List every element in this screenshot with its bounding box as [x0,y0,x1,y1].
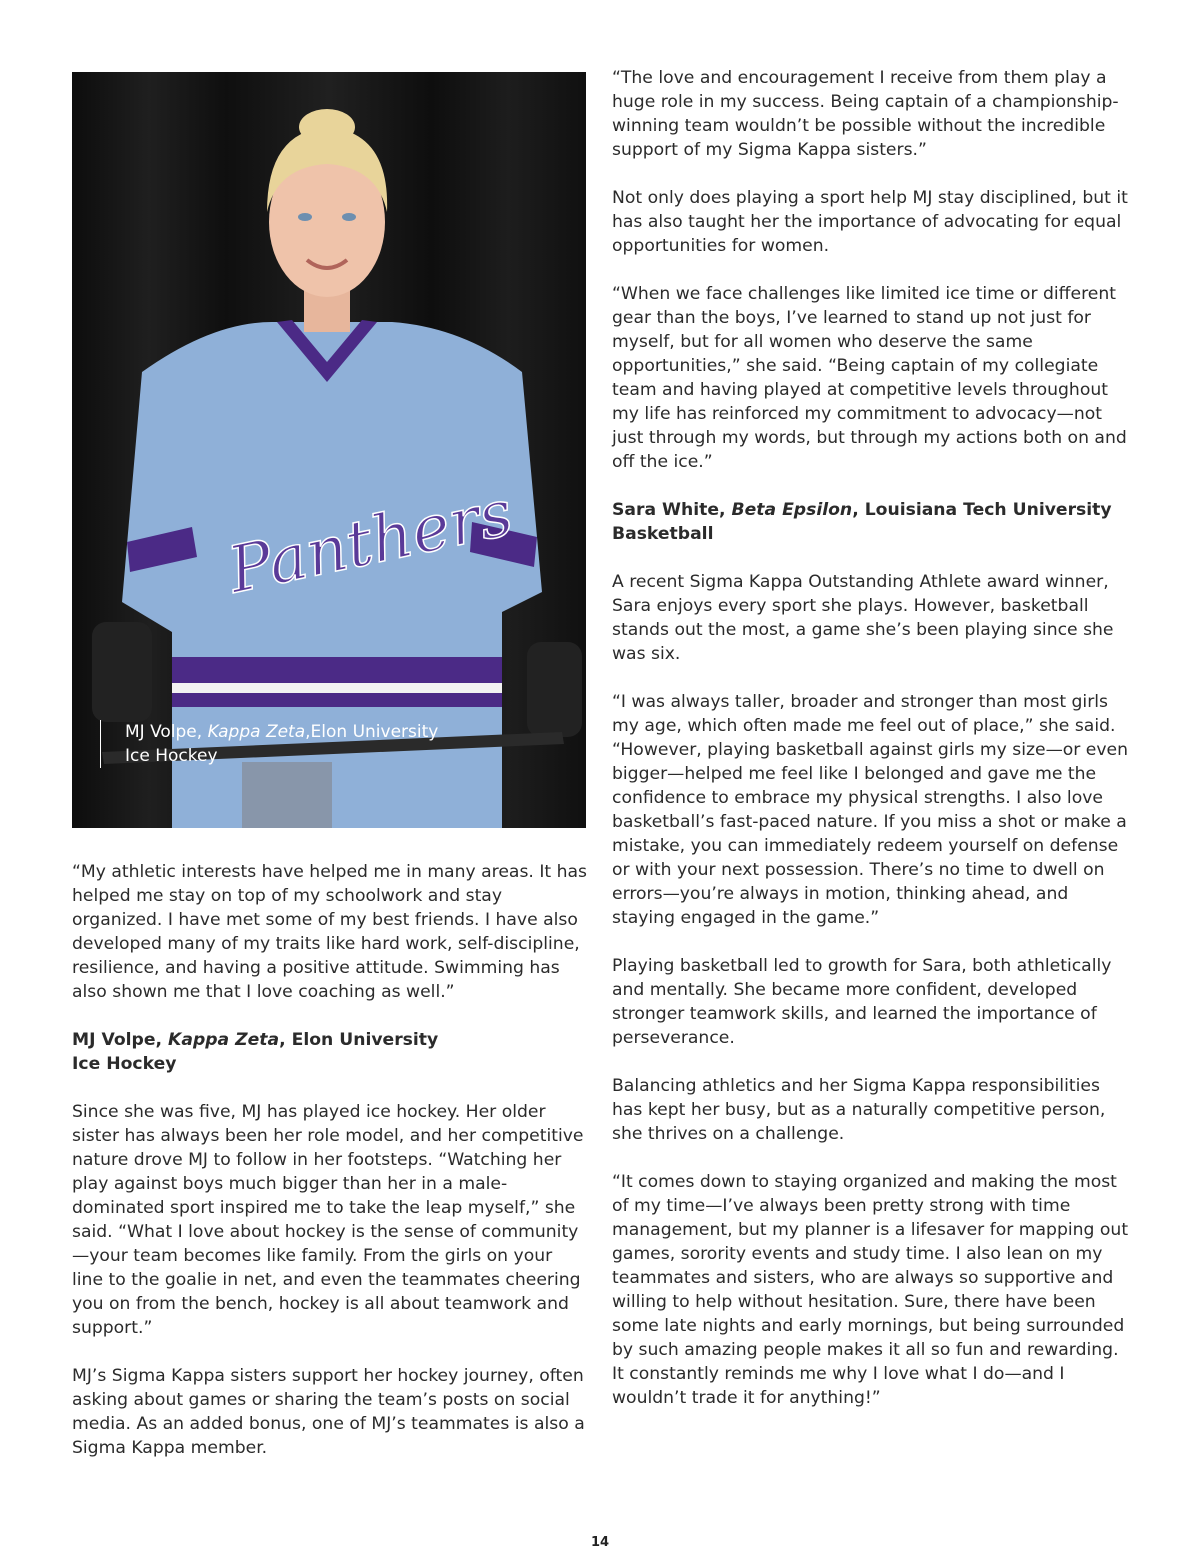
hair-bun [299,109,355,145]
heading-name: Sara White, [612,500,732,520]
heading-school: , Louisiana Tech University [852,500,1112,520]
athlete-photo [72,72,586,828]
paragraph: Balancing athletics and her Sigma Kappa responsibilities has kept her busy, but as a naturally competitive person, she thrives on a challenge. [612,1076,1106,1144]
paragraph: A recent Sigma Kappa Outstanding Athlete award winner, Sara enjoys every sport she plays. However, basketball stands out the most, a game she’s been playing since she was six. [612,572,1114,664]
hem-stripe [172,657,502,683]
caption-name: MJ Volpe, [125,722,208,742]
mj-intro-quote: “My athletic interests have helped me in many areas. It has helped me stay on top of my schoolwork and stay organized. I have met some of my best friends. I have also developed many of my traits like hard work, self-discipline, resilience, and having a positive attitude. Swimming has also shown me that I love coaching as well.” [72,862,587,1002]
paragraph: Not only does playing a sport help MJ stay disciplined, but it has also taught her the importance of advocating for equal opportunities for women. [612,188,1128,256]
heading-chapter: Beta Epsilon [731,500,853,520]
left-column [72,860,588,1484]
hem-stripe-white [172,683,502,693]
paragraph: “The love and encouragement I receive from them play a huge role in my success. Being captain of a championship-winning team wouldn’t be possible without the incredible support of my Sigma Kappa sisters.” [612,68,1119,160]
caption-school: ,Elon University [305,722,439,742]
heading-sport: Ice Hockey [72,1054,177,1074]
jersey-script: Panthers [222,476,520,609]
hem-stripe-2 [172,693,502,707]
paragraph: Since she was five, MJ has played ice hockey. Her older sister has always been her role model, and her competitive nature drove MJ to follow in her footsteps. “Watching her play against boys much bigger than her in a male-dominated sport inspired me to take the leap myself,” she said. “What I love about hockey is the sense of community—your team becomes like family. From the girls on your line to the goalie in net, and even the teammates cheering you on from the bench, hockey is all about teamwork and support.” [72,1102,584,1338]
section-heading-sara [612,498,1132,546]
glove-right [527,642,582,737]
heading-sport: Basketball [612,524,714,544]
caption-sport: Ice Hockey [125,746,218,766]
paragraph: MJ’s Sigma Kappa sisters support her hockey journey, often asking about games or sharing the team’s posts on social media. As an added bonus, one of MJ’s teammates is also a Sigma Kappa member. [72,1366,585,1458]
photo-caption [100,720,438,768]
heading-name: MJ Volpe, [72,1030,169,1050]
eye-left [298,213,312,221]
caption-chapter: Kappa Zeta [207,722,306,742]
eye-right [342,213,356,221]
paragraph: Playing basketball led to growth for Sara, both athletically and mentally. She became more confident, developed stronger teamwork skills, and learned the importance of perseverance. [612,956,1112,1048]
paragraph: “I was always taller, broader and stronger than most girls my age, which often made me feel out of place,” she said. “However, playing basketball against girls my size—or even bigger—helped me feel like I belonged and gave me the confidence to embrace my physical strengths. I also love basketball’s fast-paced nature. If you miss a shot or make a mistake, you can immediately redeem yourself on defense or with your next possession. There’s no time to dwell on errors—you’re always in motion, thinking ahead, and staying engaged in the game.” [612,692,1129,928]
page-number: 14 [590,1535,610,1550]
paragraph: “It comes down to staying organized and making the most of my time—I’ve always been pretty strong with time management, but my planner is a lifesaver for mapping out games, sorority events and study time. I also lean on my teammates and sisters, who are always so supportive and willing to help without hesitation. Sure, there have been some late nights and early mornings, but being surrounded by such amazing people makes it all so fun and rewarding. It constantly reminds me why I love what I do—and I wouldn’t trade it for anything!” [612,1172,1129,1408]
heading-school: , Elon University [279,1030,439,1050]
glove-left [92,622,152,722]
photo-illustration [72,72,586,828]
pants [242,762,332,828]
paragraph: “When we face challenges like limited ice time or different gear than the boys, I’ve learned to stand up not just for myself, but for all women who deserve the same opportunities,” she said. “Being captain of my collegiate team and having played at competitive levels throughout my life has reinforced my commitment to advocacy—not just through my words, but through my actions both on and off the ice.” [612,284,1127,472]
right-column [612,66,1132,1434]
heading-chapter: Kappa Zeta [168,1030,280,1050]
section-heading-mj [72,1028,588,1076]
